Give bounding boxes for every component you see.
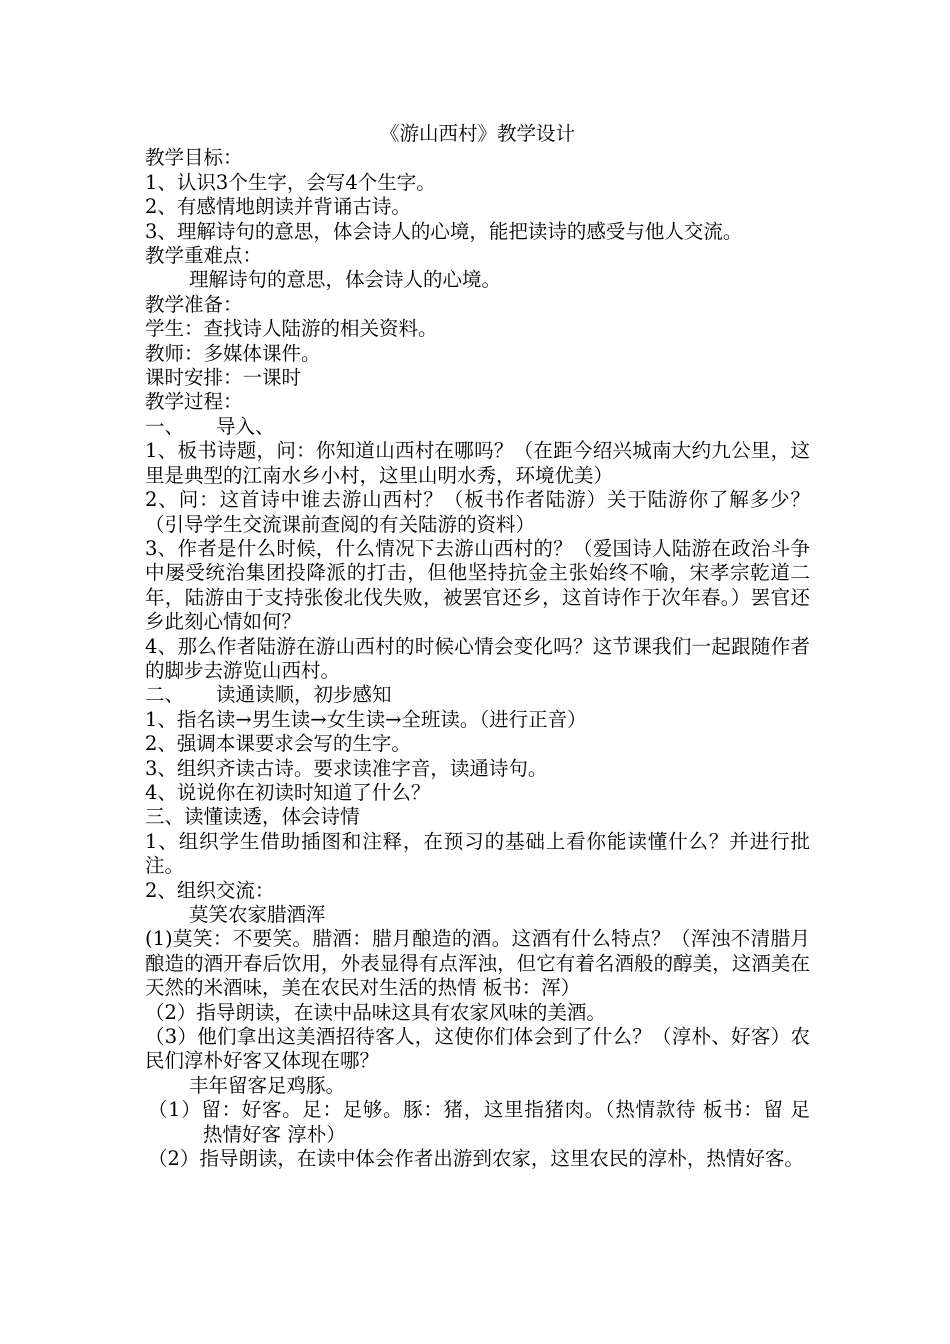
objective-1: 1、认识3个生字，会写4个生字。	[145, 170, 436, 194]
step-2-heading	[145, 683, 810, 707]
poem-line-1-note-3: （3）他们拿出这美酒招待客人，这使你们体会到了什么？（淳朴、好客）农民们淳朴好客又体现在哪？	[145, 1025, 810, 1073]
class-hours: 课时安排：一课时	[145, 366, 302, 390]
step-3-heading: 三、读懂读透，体会诗情	[145, 805, 360, 829]
poem-line-2: 丰年留客足鸡豚。	[189, 1073, 346, 1097]
step-2-title: 读通读顺，初步感知	[216, 683, 392, 707]
preparation-teacher: 教师：多媒体课件。	[145, 341, 321, 365]
poem-line-2-note-2: （2）指导朗读，在读中体会作者出游到农家，这里农民的淳朴，热情好客。	[148, 1147, 804, 1171]
poem-line-1-note-1: (1)莫笑：不要笑。腊酒：腊月酿造的酒。这酒有什么特点？（浑浊不清腊月酿造的酒开春后饮用，外表显得有点浑浊，但它有着名酒般的醇美，这酒美在天然的米酒味，美在农民对生活的热情 板书：浑）	[145, 927, 810, 1000]
understanding-item-2: 2、组织交流：	[145, 878, 275, 902]
poem-line-1: 莫笑农家腊酒浑	[189, 903, 326, 926]
section-heading-key-points: 教学重难点：	[145, 244, 263, 268]
section-heading-preparation: 教学准备：	[145, 292, 243, 316]
intro-item-3: 3、作者是什么时候，什么情况下去游山西村的？（爱国诗人陆游在政治斗争中屡受统治集团投降派的打击，但他坚持抗金主张始终不喻，宋孝宗乾道二年，陆游由于支持张俊北伐失败，被罢官还乡，这首诗作于次年春。）罢官还乡此刻心情如何？	[145, 536, 810, 634]
section-heading-process: 教学过程：	[145, 390, 243, 414]
document-title: 《游山西村》教学设计	[379, 122, 575, 145]
step-1-number: 一、	[145, 414, 185, 438]
objective-3: 3、理解诗句的意思，体会诗人的心境，能把读诗的感受与他人交流。	[145, 219, 743, 243]
step-1-title: 导入、	[216, 414, 275, 438]
preparation-students: 学生：查找诗人陆游的相关资料。	[145, 317, 438, 341]
reading-item-3: 3、组织齐读古诗。要求读准字音，读通诗句。	[145, 756, 548, 780]
objective-2: 2、有感情地朗读并背诵古诗。	[145, 195, 411, 219]
reading-item-4: 4、说说你在初读时知道了什么？	[145, 780, 431, 804]
reading-item-2: 2、强调本课要求会写的生字。	[145, 732, 411, 756]
intro-item-4: 4、那么作者陆游在游山西村的时候心情会变化吗？这节课我们一起跟随作者的脚步去游览山西村。	[145, 634, 810, 682]
poem-line-1-note-2: （2）指导朗读，在读中品味这具有农家风味的美酒。	[145, 1000, 606, 1024]
section-heading-objectives: 教学目标：	[145, 146, 243, 170]
intro-item-1: 1、板书诗题，问：你知道山西村在哪吗？（在距今绍兴城南大约九公里，这里是典型的江南水乡小村，这里山明水秀，环境优美）	[145, 439, 810, 487]
intro-item-2: 2、问：这首诗中谁去游山西村？（板书作者陆游）关于陆游你了解多少？（引导学生交流课前查阅的有关陆游的资料）	[145, 488, 810, 536]
key-points-text: 理解诗句的意思，体会诗人的心境。	[189, 268, 502, 292]
step-2-number: 二、	[145, 683, 185, 707]
document-body	[145, 122, 810, 1171]
reading-item-1: 1、指名读→男生读→女生读→全班读。（进行正音）	[145, 707, 587, 731]
step-1-heading	[145, 415, 810, 439]
poem-line-2-note-1: （1）留：好客。足：足够。豚：猪，这里指猪肉。（热情款待 板书：留 足 热情好客 淳朴）	[148, 1098, 810, 1146]
understanding-item-1: 1、组织学生借助插图和注释，在预习的基础上看你能读懂什么？并进行批注。	[145, 829, 810, 878]
